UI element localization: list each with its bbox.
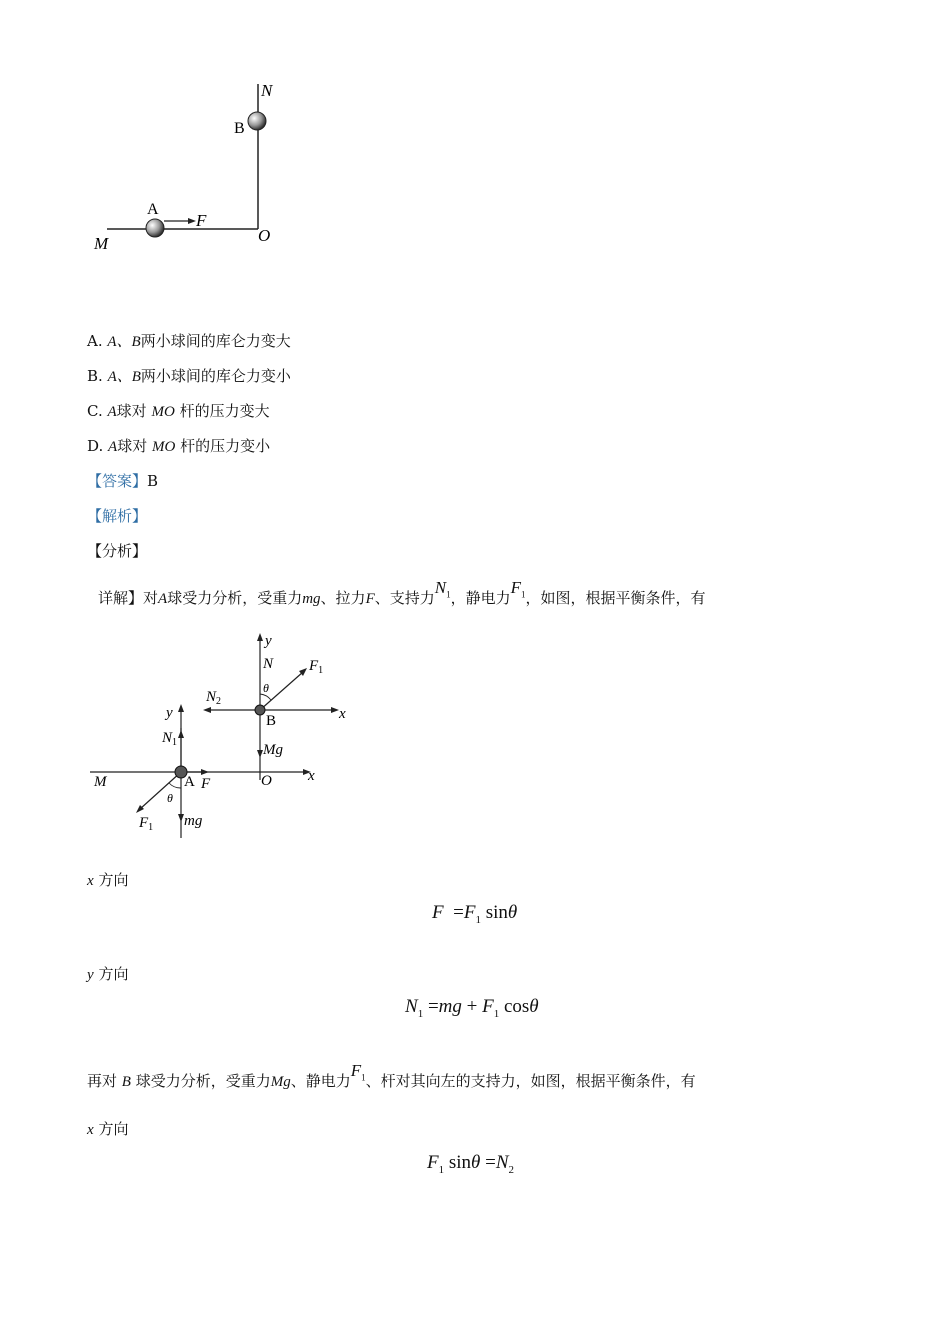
label-b: B [234,120,245,137]
equation-1: $F =F_1$ sinθ [432,902,518,926]
fig2-mg-label-a: mg [184,813,203,829]
x-direction-1: x 方向 [87,871,129,889]
fig2-y-label-b: y [265,633,272,649]
fig2-theta-a: θ [167,791,173,805]
label-a: A [147,201,159,218]
fig2-o-label: O [261,773,272,789]
label-o: O [258,226,271,245]
figure-rod-setup [85,78,295,258]
x-direction-2: x 方向 [87,1120,129,1138]
option-b: B. A、B两小球间的库仑力变小 [87,367,291,385]
equation-3: $F_1$ $\sin\theta =N_2$ [427,1152,515,1176]
fig2-n1-label: $N_1$ [162,730,178,748]
paragraph-ball-b: 再对 B 球受力分析，受重力Mg、静电力$F_1$、杆对其向左的支持力，如图，根据平衡条件，有 [87,1061,696,1090]
fenxi-tag: 【分析】 [87,542,148,560]
fig2-f1-label-b: $F_1$ [309,658,324,676]
label-m: M [94,234,109,253]
fig2-a-label: A [184,774,195,790]
equation-2: $N_1 =mg + F_1$ cosθ [405,996,539,1020]
fig2-n-label: N [263,656,274,672]
ball-a [146,219,164,237]
fig2-x-label-b: x [339,706,346,722]
fig2-b-label: B [266,713,277,729]
fig2-f-label: F [201,776,211,792]
option-a: A. A、B两小球间的库仑力变大 [87,332,291,350]
fig2-mg-label-b: Mg [263,742,283,758]
fig2-n2-label: $N_2$ [206,689,222,707]
ball-b [248,112,266,130]
option-c: C. A球对 MO 杆的压力变大 [87,402,270,420]
label-n: N [261,81,273,100]
analysis-tag: 【解析】 [87,507,148,525]
detail-paragraph: 详解】对A球受力分析，受重力mg、拉力F、支持力$N_1$，静电力$F_1$，如图，根据平衡条件，有 [98,578,706,607]
fig2-x-label-a: x [308,768,315,784]
fig2-y-label-a: y [166,705,173,721]
y-direction: y 方向 [87,965,129,983]
fig2-m-label: M [94,774,107,790]
label-f: F [196,211,207,230]
fig2-f1-label-a: $F_1$ [139,815,154,833]
figure-force-diagram [85,628,365,843]
answer-line: 【答案】B [87,472,159,490]
fig2-theta-b: θ [263,681,269,695]
option-d: D. A球对 MO 杆的压力变小 [87,437,271,455]
